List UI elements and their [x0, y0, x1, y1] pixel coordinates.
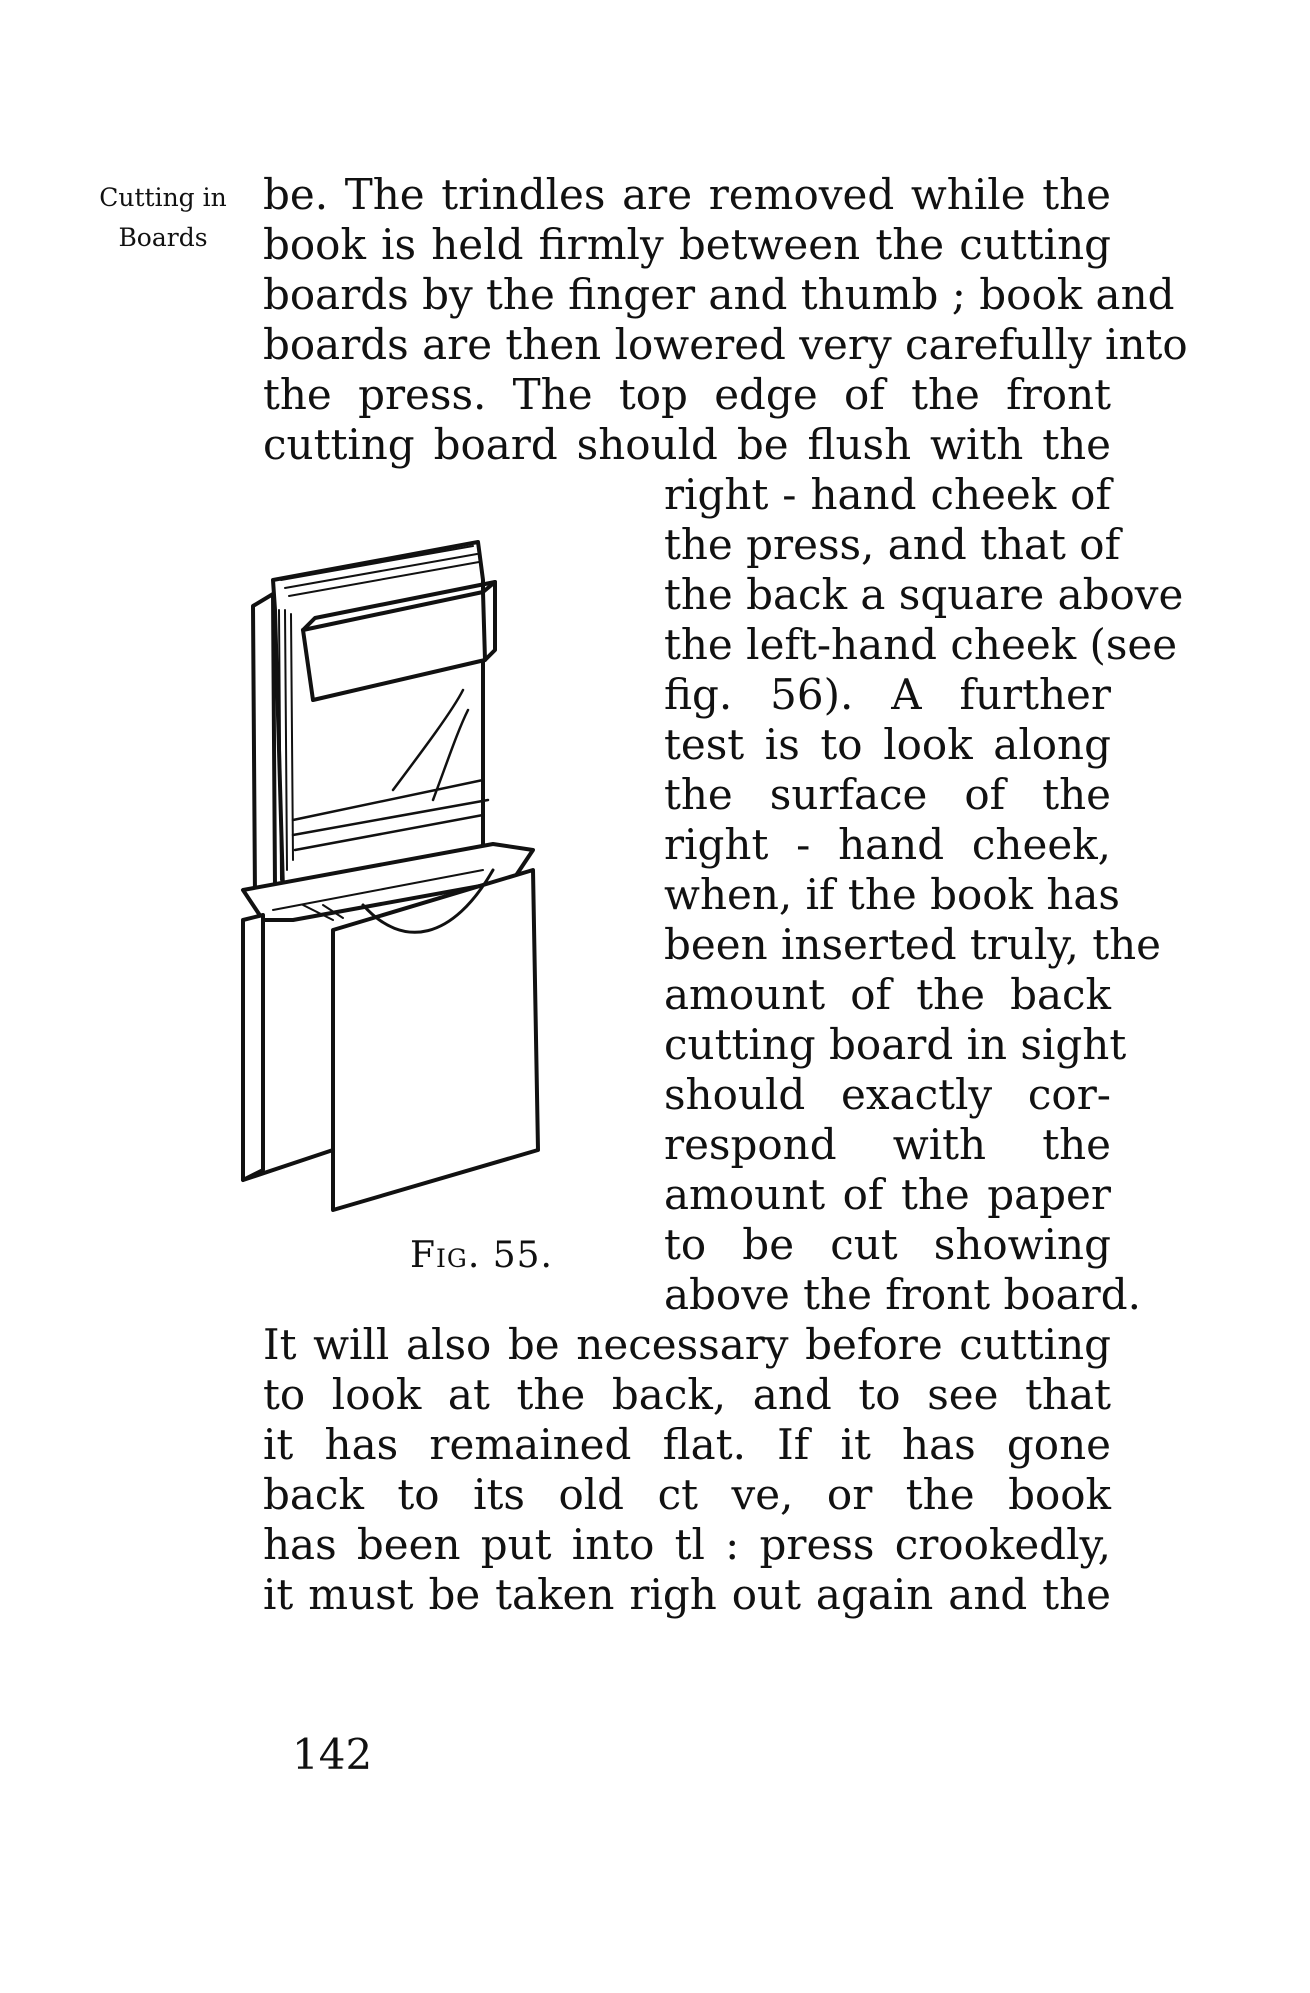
text-line: the press. The top edge of the front — [263, 370, 1111, 419]
margin-note-line-1: Cutting in — [99, 183, 227, 212]
text-line: right - hand cheek of — [664, 470, 1111, 519]
text-line: amount of the back — [664, 970, 1111, 1019]
figure-caption: Fig. 55. — [410, 1235, 553, 1276]
text-line: boards by the finger and thumb ; book and — [263, 270, 1175, 319]
text-line: to be cut showing — [664, 1220, 1111, 1269]
text-line: the back a square above — [664, 570, 1184, 619]
hanging-paper-back — [243, 915, 263, 1180]
text-line: be. The trindles are removed while the — [263, 170, 1111, 219]
text-line: fig. 56). A further — [664, 670, 1111, 719]
text-line: amount of the paper — [664, 1170, 1111, 1219]
text-line: boards are then lowered very carefully into — [263, 320, 1188, 369]
margin-note — [78, 178, 248, 258]
text-line: respond with the — [664, 1120, 1111, 1169]
back-cutting-board — [253, 594, 275, 898]
text-line: the surface of the — [664, 770, 1111, 819]
text-line: the left-hand cheek (see — [664, 620, 1178, 669]
text-line: It will also be necessary before cutting — [263, 1320, 1111, 1369]
text-line: book is held firmly between the cutting — [263, 220, 1111, 269]
text-line: when, if the book has — [664, 870, 1120, 919]
text-line: cutting board in sight — [664, 1020, 1127, 1069]
text-line: above the front board. — [664, 1270, 1141, 1319]
text-line: should exactly cor- — [664, 1070, 1111, 1119]
text-line: has been put into tl : press crookedly, — [263, 1520, 1111, 1569]
text-line: right - hand cheek, — [664, 820, 1111, 869]
margin-note-line-2: Boards — [118, 223, 208, 252]
hanging-paper-front — [333, 870, 538, 1210]
page-number: 142 — [292, 1730, 373, 1779]
text-line: back to its old ct ve, or the book — [263, 1470, 1111, 1519]
text-line: it has remained flat. If it has gone — [263, 1420, 1111, 1469]
text-line: test is to look along — [664, 720, 1111, 769]
figure-55-illustration — [233, 510, 643, 1230]
text-line: it must be taken righ out again and the — [263, 1570, 1111, 1619]
text-line: the press, and that of — [664, 520, 1121, 569]
text-line: to look at the back, and to see that — [263, 1370, 1111, 1419]
text-line: cutting board should be flush with the — [263, 420, 1111, 469]
text-line: been inserted truly, the — [664, 920, 1162, 969]
